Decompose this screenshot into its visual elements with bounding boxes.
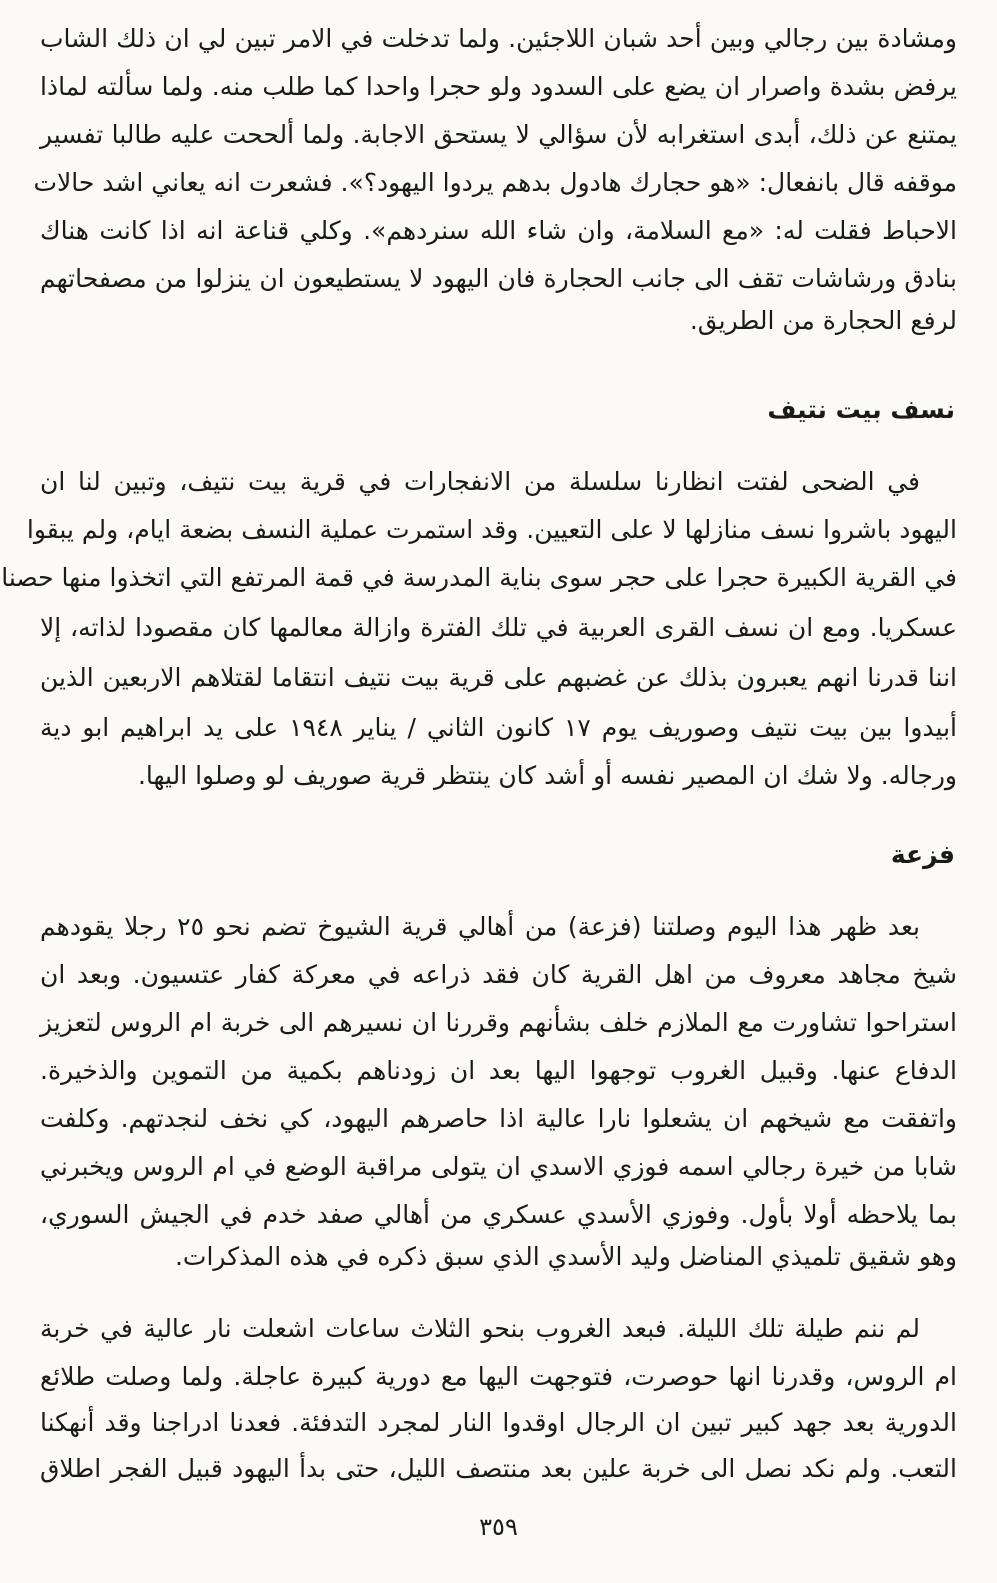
- section-heading: نسف بيت نتيف: [767, 395, 955, 424]
- paragraph-line: ورجاله. ولا شك ان المصير نفسه أو أشد كان ينتظر قرية صوريف لو وصلوا اليها.: [137, 761, 957, 790]
- paragraph-line: في القرية الكبيرة حجرا على حجر سوى بناية المدرسة في قمة المرتفع التي اتخذوا منها حصنا: [1, 563, 957, 592]
- paragraph-line: التعب. ولم نكد نصل الى خربة علين بعد منتصف الليل، حتى بدأ اليهود قبيل الفجر اطلاق: [40, 1454, 957, 1483]
- page-number: ٣٥٩: [479, 1513, 518, 1541]
- paragraph-line: عسكريا. ومع ان نسف القرى العربية في تلك الفترة وازالة معالمها كان مقصودا لذاته، إلا: [40, 613, 957, 642]
- paragraph-line: واتفقت مع شيخهم ان يشعلوا نارا عالية اذا حاصرهم اليهود، كي نخف لنجدتهم. وكلفت: [40, 1104, 957, 1133]
- paragraph-line: الدورية بعد جهد كبير تبين ان الرجال اوقدوا النار لمجرد التدفئة. فعدنا ادراجنا وقد أنهكنا: [40, 1408, 957, 1437]
- paragraph-line: شيخ مجاهد معروف من اهل القرية كان فقد ذراعه في معركة كفار عتسيون. وبعد ان: [40, 960, 957, 989]
- paragraph-line: ام الروس، وقدرنا انها حوصرت، فتوجهت اليها مع دورية كبيرة عاجلة. ولما وصلت طلائع: [40, 1362, 957, 1391]
- paragraph-line: اننا قدرنا انهم يعبرون بذلك عن غضبهم على قرية بيت نتيف انتقاما لقتلاهم الاربعين الذين: [40, 663, 957, 692]
- paragraph-line: بما يلاحظه أولا بأول. وفوزي الأسدي عسكري من أهالي صفد خدم في الجيش السوري،: [40, 1200, 957, 1229]
- paragraph-line: لم ننم طيلة تلك الليلة. فبعد الغروب بنحو الثلاث ساعات اشعلت نار عالية في خربة: [40, 1314, 920, 1343]
- paragraph-line: يمتنع عن ذلك، أبدى استغرابه لأن سؤالي لا يستحق الاجابة. ولما ألححت عليه طالبا تفسير: [40, 120, 957, 149]
- paragraph-line: وهو شقيق تلميذي المناضل وليد الأسدي الذي سبق ذكره في هذه المذكرات.: [174, 1242, 957, 1271]
- paragraph-line: موقفه قال بانفعال: «هو حجارك هادول بدهم يردوا اليهود؟». فشعرت انه يعاني اشد حالات: [33, 168, 957, 197]
- paragraph-line: شابا من خيرة رجالي اسمه فوزي الاسدي ان يتولى مراقبة الوضع في ام الروس ويخبرني: [40, 1152, 957, 1181]
- section-heading: فزعة: [890, 840, 955, 869]
- paragraph-line: استراحوا تشاورت مع الملازم خلف بشأنهم وقررنا ان نسيرهم الى خربة ام الروس لتعزيز: [40, 1008, 957, 1037]
- paragraph-line: الدفاع عنها. وقبيل الغروب توجهوا اليها بعد ان زودناهم بكمية من التموين والذخيرة.: [40, 1056, 957, 1085]
- paragraph-line: لرفع الحجارة من الطريق.: [689, 306, 957, 335]
- paragraph-line: بعد ظهر هذا اليوم وصلتنا (فزعة) من أهالي قرية الشيوخ تضم نحو ٢٥ رجلا يقودهم: [40, 912, 920, 941]
- paragraph-line: اليهود باشروا نسف منازلها لا على التعيين. وقد استمرت عملية النسف بضعة ايام، ولم يبقوا: [26, 515, 957, 544]
- paragraph-line: بنادق ورشاشات تقف الى جانب الحجارة فان اليهود لا يستطيعون ان ينزلوا من مصفحاتهم: [40, 264, 957, 293]
- paragraph-line: الاحباط فقلت له: «مع السلامة، وان شاء الله سنردهم». وكلي قناعة انه اذا كانت هناك: [40, 216, 957, 245]
- paragraph-line: في الضحى لفتت انظارنا سلسلة من الانفجارات في قرية بيت نتيف، وتبين لنا ان: [40, 467, 920, 496]
- paragraph-line: أبيدوا بين بيت نتيف وصوريف يوم ١٧ كانون الثاني / يناير ١٩٤٨ على يد ابراهيم ابو دية: [40, 713, 957, 742]
- paragraph-line: ومشادة بين رجالي وبين أحد شبان اللاجئين. ولما تدخلت في الامر تبين لي ان ذلك الشاب: [40, 24, 957, 53]
- paragraph-line: يرفض بشدة واصرار ان يضع على السدود ولو حجرا واحدا كما طلب منه. ولما سألته لماذا: [40, 72, 957, 101]
